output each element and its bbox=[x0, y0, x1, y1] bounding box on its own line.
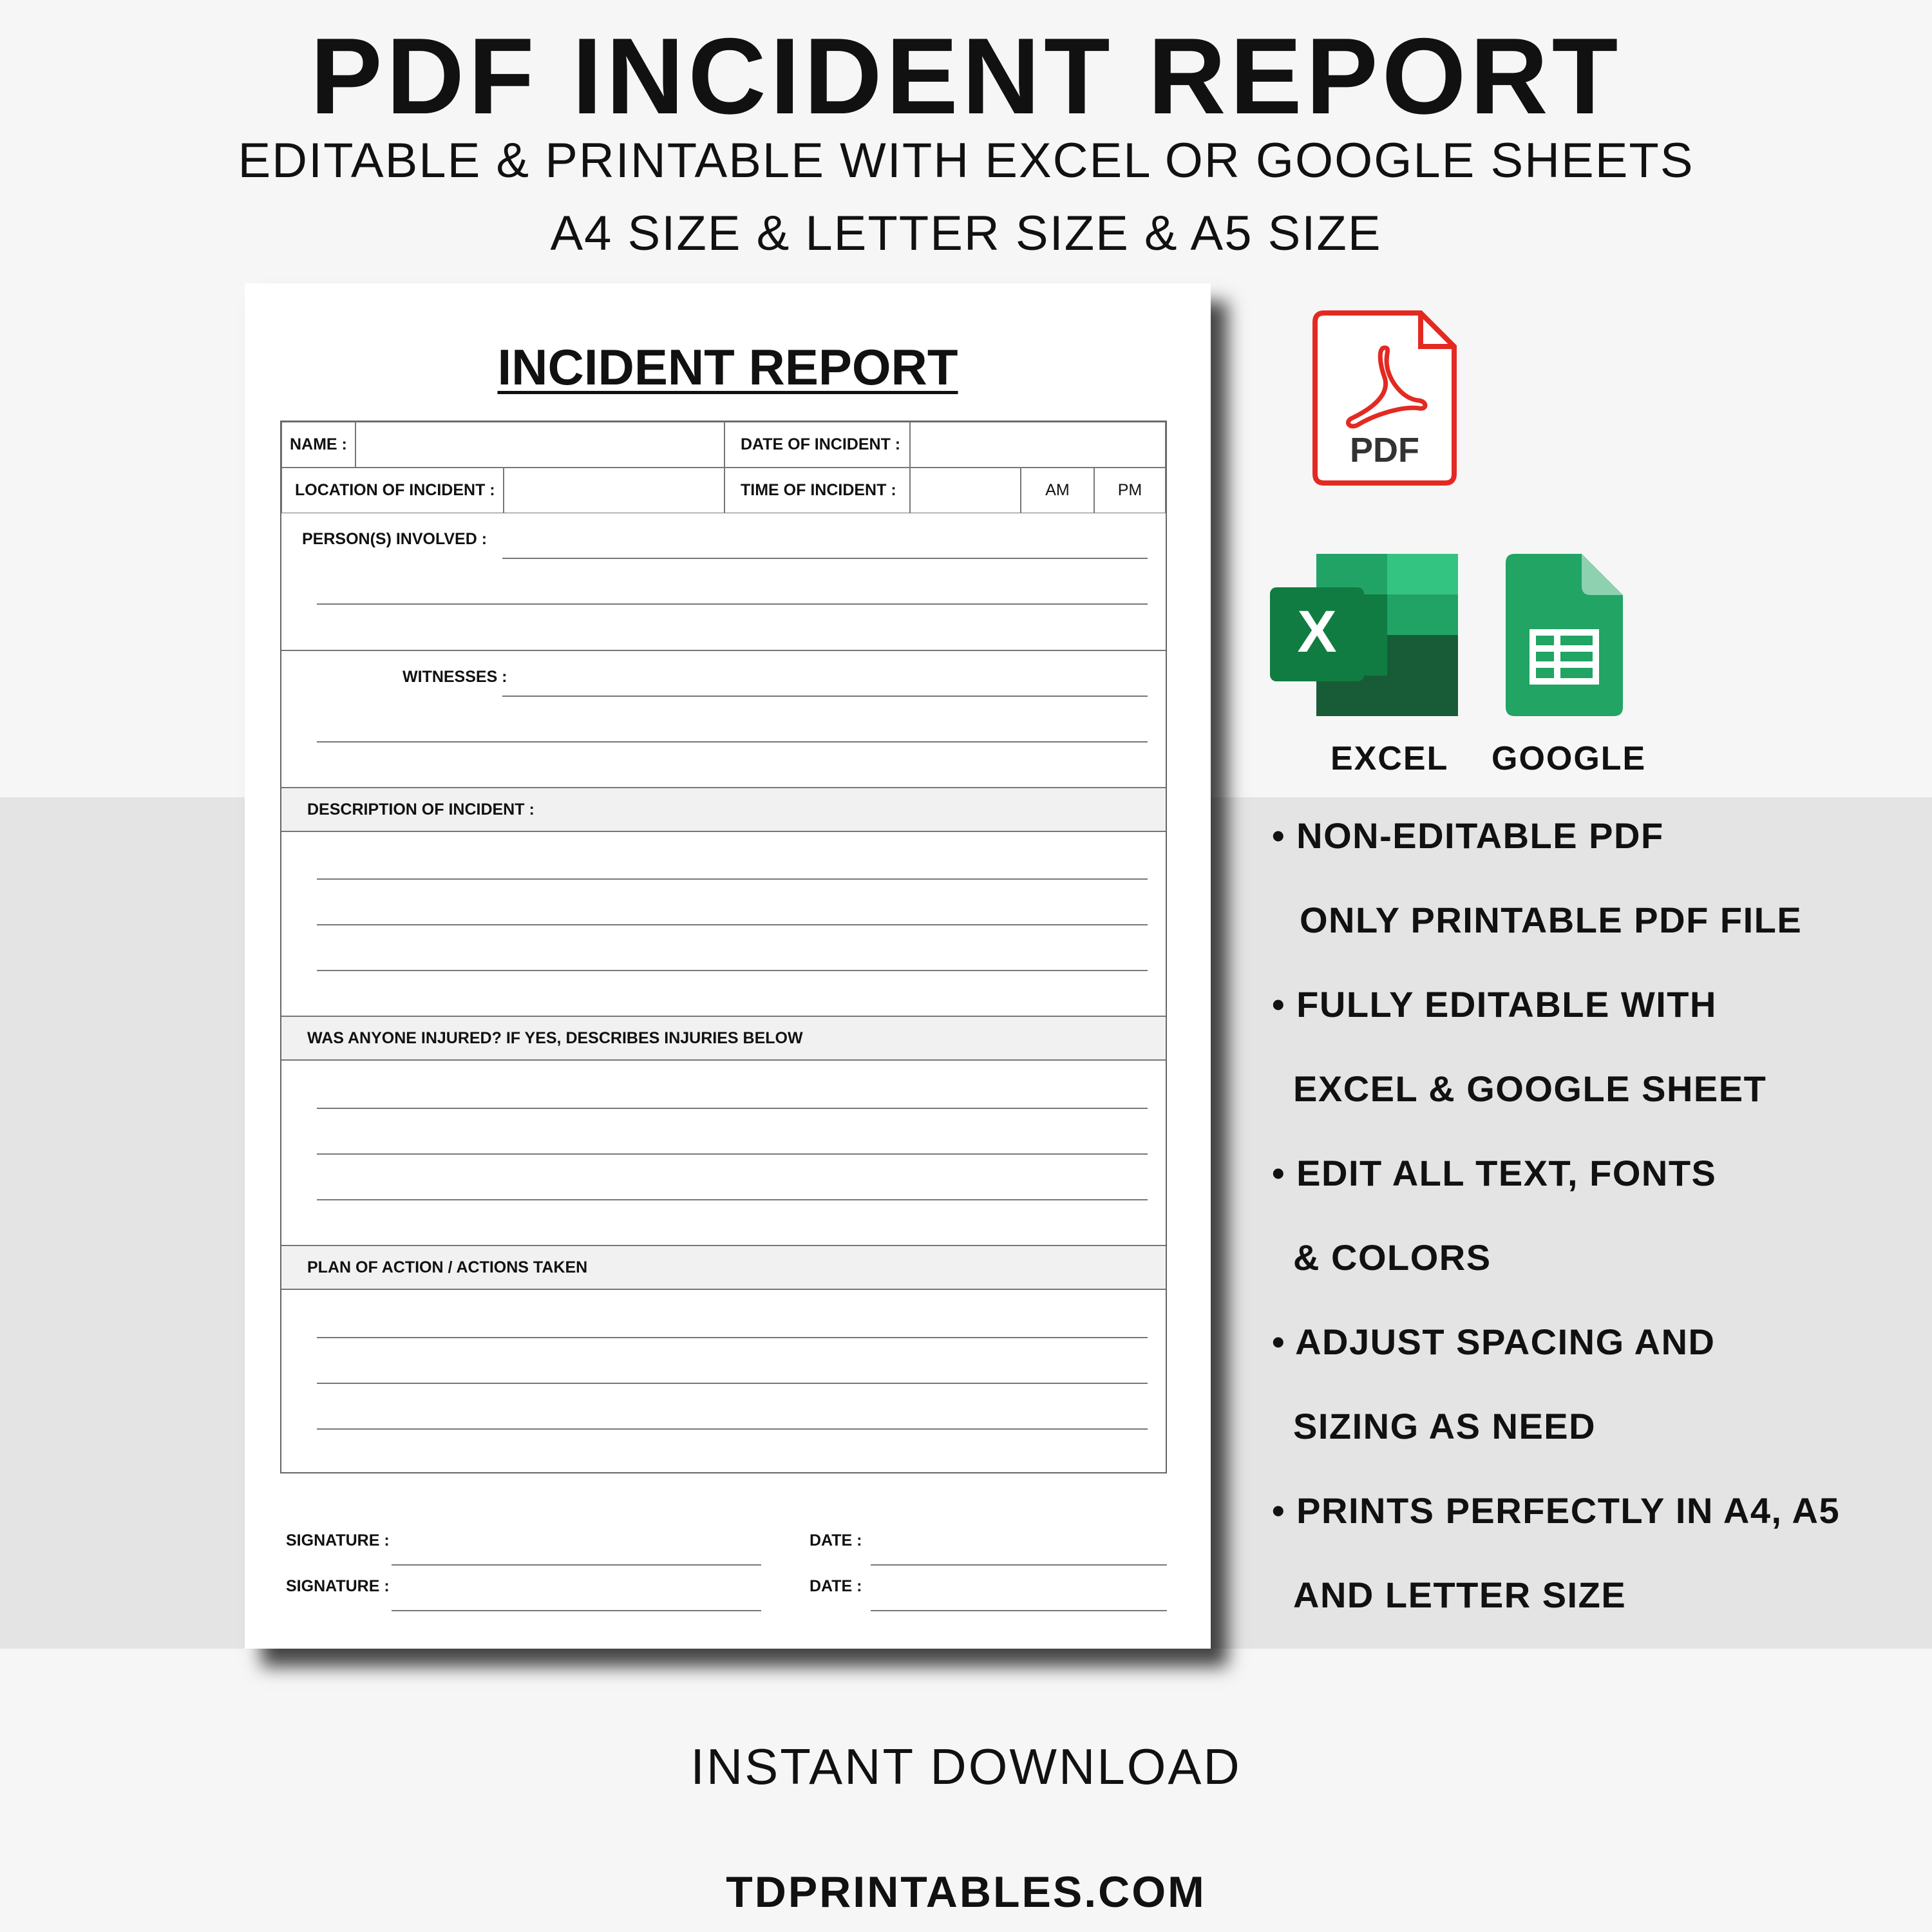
signature-date-label-1: DATE : bbox=[810, 1531, 862, 1549]
signature-date-label-2: DATE : bbox=[810, 1577, 862, 1595]
signature-label-2: SIGNATURE : bbox=[286, 1577, 390, 1595]
description-line-3 bbox=[317, 970, 1148, 971]
witnesses-line-1 bbox=[502, 696, 1148, 697]
instant-download-text: INSTANT DOWNLOAD bbox=[690, 1738, 1242, 1795]
page-title: PDF INCIDENT REPORT bbox=[310, 15, 1622, 137]
feature-item: AND LETTER SIZE bbox=[1293, 1575, 1627, 1615]
description-line-1 bbox=[317, 878, 1148, 880]
injured-line-1 bbox=[317, 1108, 1148, 1109]
incident-form-table bbox=[280, 421, 1167, 1473]
name-field bbox=[355, 422, 724, 468]
feature-item: ONLY PRINTABLE PDF FILE bbox=[1300, 900, 1803, 940]
signature-line-2 bbox=[392, 1610, 761, 1611]
persons-involved-label: PERSON(S) INVOLVED : bbox=[302, 530, 488, 548]
injured-line-3 bbox=[317, 1199, 1148, 1200]
pm-option: PM bbox=[1094, 468, 1166, 513]
witnesses-line-2 bbox=[317, 741, 1148, 743]
svg-text:PDF: PDF bbox=[1350, 431, 1419, 469]
signature-date-line-1 bbox=[871, 1564, 1167, 1566]
google-label: GOOGLE bbox=[1492, 740, 1647, 777]
feature-item: • PRINTS PERFECTLY IN A4, A5 bbox=[1272, 1490, 1841, 1531]
persons-line-2 bbox=[317, 603, 1148, 605]
time-of-incident-label: TIME OF INCIDENT : bbox=[724, 468, 910, 513]
form-title: INCIDENT REPORT bbox=[497, 339, 958, 395]
subtitle-editable: EDITABLE & PRINTABLE WITH EXCEL OR GOOGLE SHEETS bbox=[238, 133, 1694, 188]
form-preview-sheet bbox=[245, 283, 1211, 1649]
google-sheets-icon bbox=[1506, 554, 1623, 716]
am-option: AM bbox=[1021, 468, 1094, 513]
description-line-2 bbox=[317, 924, 1148, 925]
divider bbox=[281, 650, 1166, 651]
feature-item: • EDIT ALL TEXT, FONTS bbox=[1272, 1153, 1717, 1193]
feature-item: • ADJUST SPACING AND bbox=[1272, 1321, 1716, 1362]
signature-date-line-2 bbox=[871, 1610, 1167, 1611]
injured-line-2 bbox=[317, 1153, 1148, 1155]
excel-label: EXCEL bbox=[1331, 740, 1449, 777]
name-label: NAME : bbox=[281, 422, 355, 468]
svg-text:X: X bbox=[1297, 599, 1337, 665]
feature-item: EXCEL & GOOGLE SHEET bbox=[1293, 1068, 1767, 1109]
subtitle-sizes: A4 SIZE & LETTER SIZE & A5 SIZE bbox=[550, 206, 1382, 261]
action-line-2 bbox=[317, 1383, 1148, 1384]
witnesses-label: WITNESSES : bbox=[402, 668, 507, 686]
date-of-incident-label: DATE OF INCIDENT : bbox=[724, 422, 910, 468]
action-line-3 bbox=[317, 1428, 1148, 1430]
description-header: DESCRIPTION OF INCIDENT : bbox=[281, 787, 1166, 832]
pdf-icon bbox=[1312, 310, 1457, 486]
injured-header: WAS ANYONE INJURED? IF YES, DESCRIBES INJURIES BELOW bbox=[281, 1016, 1166, 1061]
action-header: PLAN OF ACTION / ACTIONS TAKEN bbox=[281, 1245, 1166, 1290]
website-text: TDPRINTABLES.COM bbox=[726, 1868, 1206, 1917]
signature-label-1: SIGNATURE : bbox=[286, 1531, 390, 1549]
feature-item: SIZING AS NEED bbox=[1293, 1406, 1596, 1446]
action-line-1 bbox=[317, 1337, 1148, 1338]
date-of-incident-field bbox=[910, 422, 1166, 468]
feature-item: • NON-EDITABLE PDF bbox=[1272, 815, 1664, 856]
feature-item: • FULLY EDITABLE WITH bbox=[1272, 984, 1717, 1025]
signature-line-1 bbox=[392, 1564, 761, 1566]
location-label: LOCATION OF INCIDENT : bbox=[281, 468, 504, 513]
excel-icon bbox=[1270, 554, 1458, 716]
feature-item: & COLORS bbox=[1293, 1237, 1492, 1278]
persons-line-1 bbox=[502, 558, 1148, 559]
time-of-incident-field bbox=[910, 468, 1021, 513]
location-field bbox=[504, 468, 724, 513]
